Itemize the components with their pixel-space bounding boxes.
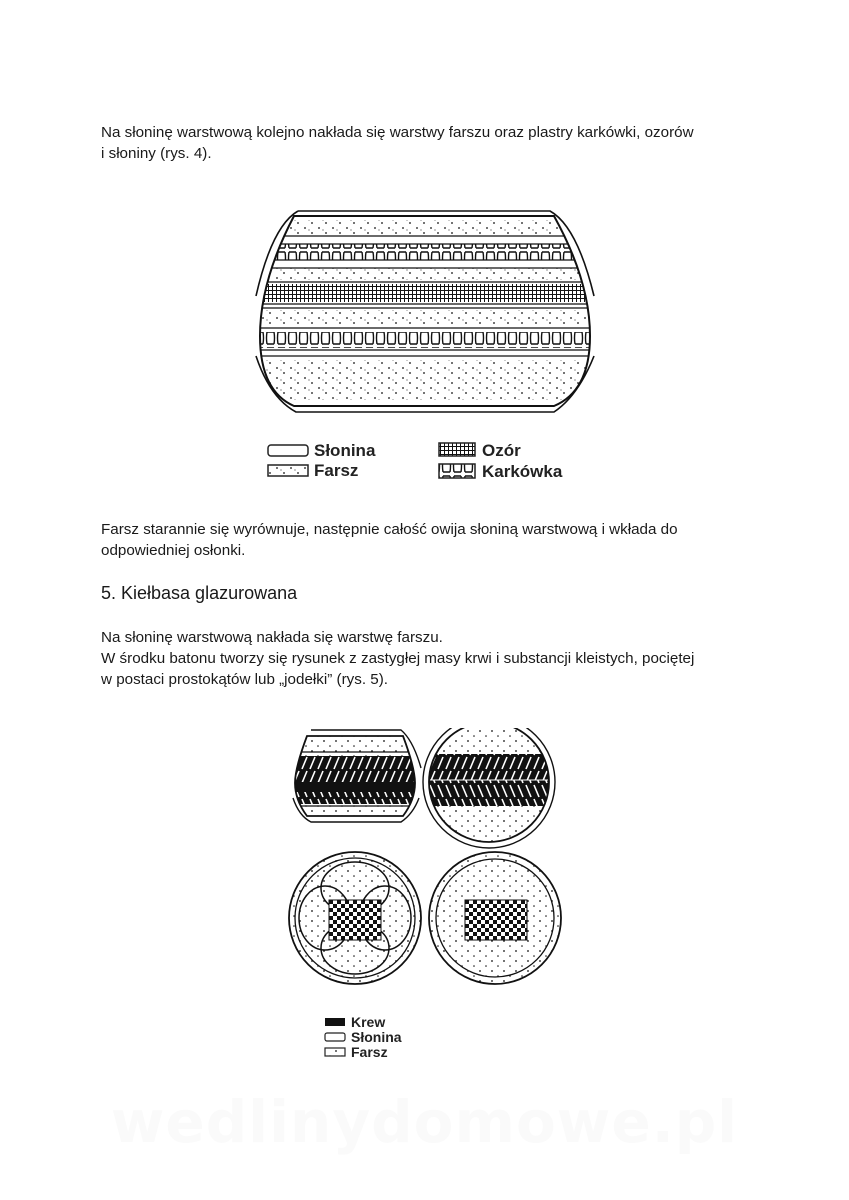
paragraph-wrapping (101, 519, 761, 561)
slonina-swatch (268, 445, 308, 456)
slonina-layer (252, 236, 597, 244)
legend-slonina: Słonina (351, 1029, 402, 1045)
figure-5-legend (325, 1014, 402, 1060)
figure-4-legend (268, 441, 563, 481)
slonina-swatch (325, 1033, 345, 1041)
figure-5-glazed-cross-sections (285, 728, 575, 1068)
paragraph-line: Na słoninę warstwową kolejno nakłada się warstwy farszu oraz plastry karkówki, ozorów (101, 124, 694, 141)
karkowka-swatch (439, 464, 475, 478)
figure-4-layered-cross-section (232, 186, 617, 498)
legend-ozor: Ozór (482, 441, 521, 460)
ozor-layer (252, 284, 597, 302)
legend-slonina: Słonina (314, 441, 376, 460)
paragraph-line: Farsz starannie się wyrównuje, następnie całość owija słoniną warstwową i wkłada do (101, 521, 678, 538)
paragraph-layers-intro (101, 122, 761, 164)
krew-swatch (325, 1018, 345, 1026)
glazed-cross-section-checkerboard (429, 852, 561, 984)
legend-farsz: Farsz (351, 1044, 388, 1060)
farsz-layer (252, 220, 597, 236)
farsz-swatch (268, 465, 308, 476)
farsz-layer (252, 268, 597, 280)
section-heading: 5. Kiełbasa glazurowana (101, 583, 298, 603)
glazed-cross-section-quatrefoil (289, 852, 421, 984)
legend-farsz: Farsz (314, 461, 359, 480)
paragraph-line: W środku batonu tworzy się rysunek z zastygłej masy krwi i substancji kleistych, pociętej (101, 650, 695, 667)
paragraph-line: i słoniny (rys. 4). (101, 145, 212, 162)
paragraph-line: odpowiedniej osłonki. (101, 542, 246, 559)
glazed-cross-section-herringbone-round (423, 728, 555, 848)
farsz-layer (252, 360, 597, 400)
watermark: wedlinydomowe.pl (110, 1088, 739, 1156)
paragraph-line: Na słoninę warstwową nakłada się warstwę farszu. (101, 629, 443, 646)
legend-karkowka: Karkówka (482, 462, 563, 481)
paragraph-glazed-sausage (101, 627, 761, 690)
legend-krew: Krew (351, 1014, 386, 1030)
slonina-layer (252, 260, 597, 268)
paragraph-line: w postaci prostokątów lub „jodełki” (rys. 5). (101, 671, 388, 688)
glazed-cross-section-herringbone-flat (285, 730, 425, 822)
ozor-swatch (439, 443, 475, 456)
karkowka-layer (252, 332, 597, 348)
karkowka-layer (252, 244, 597, 260)
farsz-layer (252, 310, 597, 326)
farsz-swatch (325, 1048, 345, 1056)
